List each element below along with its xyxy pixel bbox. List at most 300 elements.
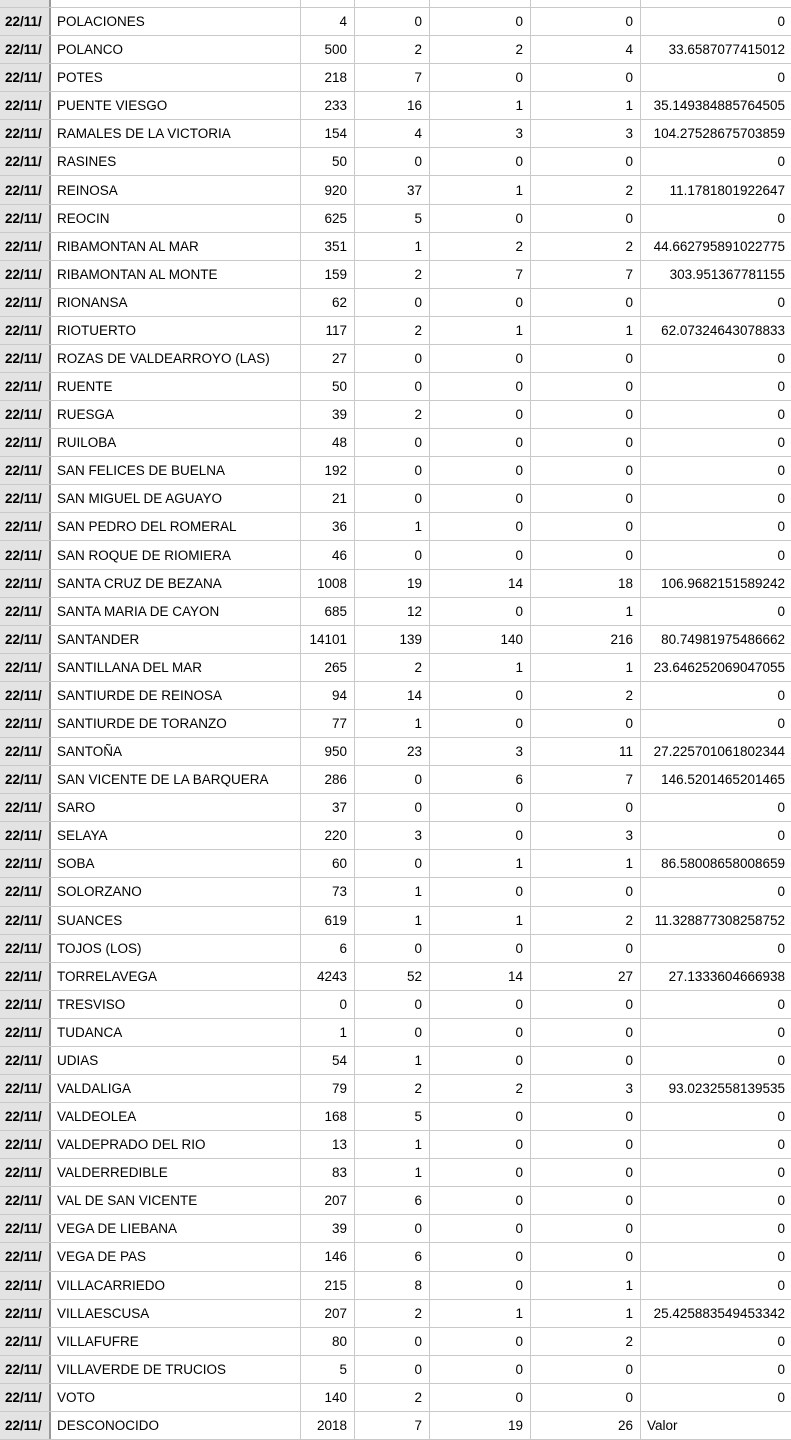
value-cell-2[interactable]: 2 xyxy=(355,654,430,681)
value-cell-3[interactable]: 3 xyxy=(430,738,531,765)
rate-cell[interactable]: 27.225701061802344 xyxy=(653,744,785,760)
rate-cell[interactable]: 0 xyxy=(777,1249,785,1265)
value-cell-3[interactable]: 2 xyxy=(430,36,531,63)
municipality-cell[interactable]: REINOSA xyxy=(51,176,301,203)
value-cell-2[interactable]: 7 xyxy=(355,1412,430,1439)
rate-cell[interactable]: 23.646252069047055 xyxy=(653,659,785,675)
row-date-cell[interactable]: 22/11/ xyxy=(0,598,51,625)
value-cell-2[interactable]: 14 xyxy=(355,682,430,709)
value-cell-4[interactable]: 0 xyxy=(531,1019,641,1046)
value-cell-3[interactable]: 0 xyxy=(430,1019,531,1046)
value-cell-2[interactable]: 5 xyxy=(355,205,430,232)
value-cell-3[interactable]: 0 xyxy=(430,1215,531,1242)
value-cell-2[interactable]: 0 xyxy=(355,345,430,372)
value-cell-3[interactable]: 2 xyxy=(430,1075,531,1102)
value-cell-3[interactable]: 0 xyxy=(430,541,531,568)
value-cell-1[interactable]: 54 xyxy=(301,1047,355,1074)
municipality-cell[interactable]: TOJOS (LOS) xyxy=(51,935,301,962)
municipality-cell[interactable]: SAN ROQUE DE RIOMIERA xyxy=(51,541,301,568)
row-date-cell[interactable]: 22/11/ xyxy=(0,654,51,681)
rate-cell[interactable]: 106.9682151589242 xyxy=(661,575,785,591)
value-cell-1[interactable]: 500 xyxy=(301,36,355,63)
value-cell-3[interactable]: 0 xyxy=(430,485,531,512)
value-cell-4[interactable]: 0 xyxy=(531,1215,641,1242)
row-date-cell[interactable]: 22/11/ xyxy=(0,233,51,260)
value-cell-1[interactable]: 62 xyxy=(301,289,355,316)
value-cell-1[interactable] xyxy=(301,0,355,7)
value-cell-1[interactable]: 207 xyxy=(301,1300,355,1327)
row-date-cell[interactable]: 22/11/ xyxy=(0,36,51,63)
value-cell-3[interactable]: 6 xyxy=(430,766,531,793)
rate-cell[interactable]: 104.27528675703859 xyxy=(653,126,785,142)
row-date-cell[interactable]: 22/11/ xyxy=(0,205,51,232)
municipality-cell[interactable]: RUENTE xyxy=(51,373,301,400)
value-cell-1[interactable]: 6 xyxy=(301,935,355,962)
municipality-cell[interactable]: SUANCES xyxy=(51,907,301,934)
value-cell-4[interactable]: 11 xyxy=(531,738,641,765)
row-date-cell[interactable]: 22/11/ xyxy=(0,1075,51,1102)
value-cell-4[interactable]: 0 xyxy=(531,1187,641,1214)
municipality-cell[interactable]: SAN FELICES DE BUELNA xyxy=(51,457,301,484)
municipality-cell[interactable]: SAN PEDRO DEL ROMERAL xyxy=(51,513,301,540)
value-cell-1[interactable]: 50 xyxy=(301,148,355,175)
value-cell-1[interactable]: 60 xyxy=(301,850,355,877)
value-cell-4[interactable]: 216 xyxy=(531,626,641,653)
row-date-cell[interactable]: 22/11/ xyxy=(0,485,51,512)
value-cell-4[interactable]: 0 xyxy=(531,205,641,232)
value-cell-4[interactable]: 0 xyxy=(531,1159,641,1186)
value-cell-1[interactable]: 39 xyxy=(301,1215,355,1242)
value-cell-3[interactable]: 0 xyxy=(430,513,531,540)
value-cell-1[interactable]: 159 xyxy=(301,261,355,288)
municipality-cell[interactable]: PUENTE VIESGO xyxy=(51,92,301,119)
value-cell-2[interactable] xyxy=(355,0,430,7)
value-cell-1[interactable]: 14101 xyxy=(301,626,355,653)
value-cell-1[interactable]: 36 xyxy=(301,513,355,540)
rate-cell[interactable]: 0 xyxy=(777,70,785,86)
value-cell-1[interactable]: 233 xyxy=(301,92,355,119)
value-cell-2[interactable]: 7 xyxy=(355,64,430,91)
value-cell-2[interactable]: 0 xyxy=(355,766,430,793)
value-cell-1[interactable]: 625 xyxy=(301,205,355,232)
value-cell-3[interactable]: 0 xyxy=(430,935,531,962)
municipality-cell[interactable]: VALDEOLEA xyxy=(51,1103,301,1130)
municipality-cell[interactable]: UDIAS xyxy=(51,1047,301,1074)
rate-cell[interactable]: 62.07324643078833 xyxy=(661,322,785,338)
value-cell-3[interactable]: 0 xyxy=(430,878,531,905)
value-cell-3[interactable]: 0 xyxy=(430,710,531,737)
value-cell-2[interactable]: 0 xyxy=(355,373,430,400)
municipality-cell[interactable]: RAMALES DE LA VICTORIA xyxy=(51,120,301,147)
rate-cell[interactable]: 93.0232558139535 xyxy=(668,1081,785,1096)
row-date-cell[interactable]: 22/11/ xyxy=(0,1019,51,1046)
value-cell-3[interactable]: 7 xyxy=(430,261,531,288)
rate-cell[interactable]: 11.1781801922647 xyxy=(669,182,785,198)
value-cell-4[interactable]: 0 xyxy=(531,878,641,905)
value-cell-1[interactable]: 94 xyxy=(301,682,355,709)
rate-cell[interactable]: 0 xyxy=(777,379,785,395)
value-cell-3[interactable]: 0 xyxy=(430,1243,531,1270)
row-date-cell[interactable]: 22/11/ xyxy=(0,261,51,288)
municipality-cell[interactable]: SANTANDER xyxy=(51,626,301,653)
municipality-cell[interactable]: SOLORZANO xyxy=(51,878,301,905)
row-date-cell[interactable]: 22/11/ xyxy=(0,822,51,849)
value-cell-2[interactable]: 1 xyxy=(355,1047,430,1074)
row-date-cell[interactable]: 22/11/ xyxy=(0,1243,51,1270)
value-cell-3[interactable]: 0 xyxy=(430,991,531,1018)
value-cell-1[interactable]: 351 xyxy=(301,233,355,260)
value-cell-1[interactable]: 48 xyxy=(301,429,355,456)
municipality-cell[interactable]: ROZAS DE VALDEARROYO (LAS) xyxy=(51,345,301,372)
municipality-cell[interactable]: RUESGA xyxy=(51,401,301,428)
row-date-cell[interactable]: 22/11/ xyxy=(0,289,51,316)
value-cell-4[interactable]: 2 xyxy=(531,907,641,934)
value-cell-2[interactable]: 2 xyxy=(355,401,430,428)
value-cell-3[interactable]: 14 xyxy=(430,570,531,597)
value-cell-3[interactable]: 0 xyxy=(430,598,531,625)
value-cell-2[interactable]: 19 xyxy=(355,570,430,597)
value-cell-4[interactable]: 0 xyxy=(531,64,641,91)
value-cell-3[interactable]: 0 xyxy=(430,1356,531,1383)
value-cell-4[interactable]: 3 xyxy=(531,1075,641,1102)
value-cell-4[interactable]: 2 xyxy=(531,682,641,709)
municipality-cell[interactable]: RUILOBA xyxy=(51,429,301,456)
value-cell-2[interactable]: 0 xyxy=(355,429,430,456)
value-cell-2[interactable]: 1 xyxy=(355,1159,430,1186)
value-cell-3[interactable]: 0 xyxy=(430,345,531,372)
municipality-cell[interactable]: SANTA MARIA DE CAYON xyxy=(51,598,301,625)
value-cell-2[interactable]: 12 xyxy=(355,598,430,625)
value-cell-2[interactable]: 2 xyxy=(355,1300,430,1327)
row-date-cell[interactable]: 22/11/ xyxy=(0,766,51,793)
value-cell-2[interactable]: 0 xyxy=(355,1215,430,1242)
municipality-cell[interactable]: RIBAMONTAN AL MAR xyxy=(51,233,301,260)
row-date-cell[interactable]: 22/11/ xyxy=(0,1412,51,1439)
value-cell-3[interactable] xyxy=(430,0,531,7)
municipality-cell[interactable]: VILLAVERDE DE TRUCIOS xyxy=(51,1356,301,1383)
value-cell-4[interactable]: 0 xyxy=(531,148,641,175)
rate-cell[interactable]: 0 xyxy=(777,519,785,535)
value-cell-1[interactable]: 207 xyxy=(301,1187,355,1214)
rate-cell[interactable]: 0 xyxy=(777,435,785,451)
value-cell-4[interactable]: 0 xyxy=(531,1131,641,1158)
value-cell-3[interactable]: 140 xyxy=(430,626,531,653)
value-cell-3[interactable]: 14 xyxy=(430,963,531,990)
municipality-cell[interactable]: SARO xyxy=(51,794,301,821)
row-date-cell[interactable]: 22/11/ xyxy=(0,92,51,119)
value-cell-1[interactable]: 21 xyxy=(301,485,355,512)
rate-cell[interactable] xyxy=(641,0,791,7)
municipality-cell[interactable]: RASINES xyxy=(51,148,301,175)
value-cell-1[interactable]: 73 xyxy=(301,878,355,905)
value-cell-1[interactable]: 4 xyxy=(301,8,355,35)
value-cell-1[interactable]: 286 xyxy=(301,766,355,793)
municipality-cell[interactable]: POTES xyxy=(51,64,301,91)
value-cell-4[interactable]: 0 xyxy=(531,289,641,316)
value-cell-1[interactable]: 27 xyxy=(301,345,355,372)
value-cell-3[interactable]: 3 xyxy=(430,120,531,147)
value-cell-3[interactable]: 0 xyxy=(430,1131,531,1158)
row-date-cell[interactable]: 22/11/ xyxy=(0,1300,51,1327)
value-cell-1[interactable]: 950 xyxy=(301,738,355,765)
value-cell-2[interactable]: 1 xyxy=(355,878,430,905)
rate-cell[interactable]: 0 xyxy=(777,1052,785,1068)
value-cell-4[interactable]: 1 xyxy=(531,1300,641,1327)
value-cell-3[interactable]: 0 xyxy=(430,289,531,316)
value-cell-3[interactable]: 0 xyxy=(430,1272,531,1299)
value-cell-1[interactable]: 215 xyxy=(301,1272,355,1299)
value-cell-3[interactable]: 2 xyxy=(430,233,531,260)
value-cell-1[interactable]: 2018 xyxy=(301,1412,355,1439)
value-cell-2[interactable]: 0 xyxy=(355,485,430,512)
value-cell-2[interactable]: 8 xyxy=(355,1272,430,1299)
rate-cell[interactable]: 0 xyxy=(777,1389,785,1405)
value-cell-1[interactable]: 37 xyxy=(301,794,355,821)
municipality-cell[interactable]: VILLAESCUSA xyxy=(51,1300,301,1327)
rate-cell[interactable]: 27.1333604666938 xyxy=(668,968,785,984)
value-cell-4[interactable]: 1 xyxy=(531,92,641,119)
value-cell-2[interactable]: 0 xyxy=(355,1356,430,1383)
row-date-cell[interactable]: 22/11/ xyxy=(0,429,51,456)
rate-cell[interactable]: 0 xyxy=(777,1221,785,1237)
rate-cell[interactable]: 0 xyxy=(777,350,785,366)
value-cell-4[interactable]: 1 xyxy=(531,654,641,681)
value-cell-3[interactable]: 0 xyxy=(430,429,531,456)
rate-cell[interactable]: 0 xyxy=(777,687,785,703)
value-cell-4[interactable]: 0 xyxy=(531,8,641,35)
value-cell-3[interactable]: 0 xyxy=(430,794,531,821)
value-cell-2[interactable]: 139 xyxy=(355,626,430,653)
value-cell-2[interactable]: 0 xyxy=(355,457,430,484)
municipality-cell[interactable]: RIBAMONTAN AL MONTE xyxy=(51,261,301,288)
value-cell-2[interactable]: 5 xyxy=(355,1103,430,1130)
row-date-cell[interactable]: 22/11/ xyxy=(0,541,51,568)
row-date-cell[interactable]: 22/11/ xyxy=(0,963,51,990)
municipality-cell[interactable]: VILLAFUFRE xyxy=(51,1328,301,1355)
value-cell-1[interactable]: 4243 xyxy=(301,963,355,990)
value-cell-4[interactable]: 0 xyxy=(531,345,641,372)
value-cell-1[interactable]: 920 xyxy=(301,176,355,203)
value-cell-2[interactable]: 2 xyxy=(355,1075,430,1102)
value-cell-4[interactable]: 0 xyxy=(531,794,641,821)
municipality-cell[interactable]: POLANCO xyxy=(51,36,301,63)
value-cell-1[interactable]: 46 xyxy=(301,541,355,568)
row-date-cell[interactable]: 22/11/ xyxy=(0,345,51,372)
municipality-cell[interactable]: VILLACARRIEDO xyxy=(51,1272,301,1299)
value-cell-1[interactable]: 192 xyxy=(301,457,355,484)
value-cell-4[interactable]: 0 xyxy=(531,1356,641,1383)
rate-cell[interactable]: 44.662795891022775 xyxy=(653,238,785,254)
row-date-cell[interactable]: 22/11/ xyxy=(0,1131,51,1158)
value-cell-4[interactable]: 0 xyxy=(531,429,641,456)
value-cell-2[interactable]: 0 xyxy=(355,1019,430,1046)
rate-cell[interactable]: 0 xyxy=(777,294,785,310)
value-cell-4[interactable]: 0 xyxy=(531,541,641,568)
rate-cell[interactable]: 0 xyxy=(777,800,785,816)
row-date-cell[interactable]: 22/11/ xyxy=(0,457,51,484)
value-cell-1[interactable]: 77 xyxy=(301,710,355,737)
value-cell-3[interactable]: 0 xyxy=(430,1047,531,1074)
municipality-cell[interactable]: SANTIURDE DE TORANZO xyxy=(51,710,301,737)
municipality-cell[interactable]: VEGA DE PAS xyxy=(51,1243,301,1270)
rate-cell[interactable]: 11.328877308258752 xyxy=(654,912,785,928)
row-date-cell[interactable]: 22/11/ xyxy=(0,570,51,597)
municipality-cell[interactable]: SANTA CRUZ DE BEZANA xyxy=(51,570,301,597)
value-cell-3[interactable]: 0 xyxy=(430,205,531,232)
value-cell-1[interactable]: 1008 xyxy=(301,570,355,597)
rate-cell[interactable]: 0 xyxy=(777,1109,785,1125)
municipality-cell[interactable]: DESCONOCIDO xyxy=(51,1412,301,1439)
value-cell-4[interactable]: 4 xyxy=(531,36,641,63)
rate-cell[interactable]: 80.74981975486662 xyxy=(661,631,785,647)
value-cell-1[interactable]: 83 xyxy=(301,1159,355,1186)
value-cell-2[interactable]: 2 xyxy=(355,317,430,344)
value-cell-4[interactable]: 1 xyxy=(531,850,641,877)
value-cell-3[interactable]: 0 xyxy=(430,148,531,175)
value-cell-2[interactable]: 0 xyxy=(355,794,430,821)
value-cell-1[interactable]: 1 xyxy=(301,1019,355,1046)
value-cell-1[interactable]: 117 xyxy=(301,317,355,344)
value-cell-1[interactable]: 13 xyxy=(301,1131,355,1158)
value-cell-4[interactable]: 1 xyxy=(531,317,641,344)
row-date-cell[interactable]: 22/11/ xyxy=(0,64,51,91)
rate-cell[interactable]: 0 xyxy=(777,996,785,1012)
value-cell-3[interactable]: 19 xyxy=(430,1412,531,1439)
value-cell-4[interactable]: 2 xyxy=(531,233,641,260)
rate-cell[interactable]: 0 xyxy=(777,491,785,507)
value-cell-4[interactable]: 2 xyxy=(531,176,641,203)
rate-cell[interactable]: 0 xyxy=(777,940,785,956)
value-cell-1[interactable]: 168 xyxy=(301,1103,355,1130)
value-cell-2[interactable]: 1 xyxy=(355,710,430,737)
value-cell-1[interactable]: 146 xyxy=(301,1243,355,1270)
rate-cell[interactable]: 0 xyxy=(777,1193,785,1209)
row-date-cell[interactable]: 22/11/ xyxy=(0,1328,51,1355)
rate-cell[interactable]: 0 xyxy=(777,1361,785,1377)
value-cell-4[interactable]: 0 xyxy=(531,935,641,962)
municipality-cell[interactable]: SOBA xyxy=(51,850,301,877)
municipality-cell[interactable]: SAN VICENTE DE LA BARQUERA xyxy=(51,766,301,793)
rate-cell[interactable]: 25.425883549453342 xyxy=(653,1305,785,1321)
value-cell-4[interactable]: 1 xyxy=(531,598,641,625)
value-cell-1[interactable]: 140 xyxy=(301,1384,355,1411)
value-cell-4[interactable]: 0 xyxy=(531,485,641,512)
value-cell-4[interactable]: 0 xyxy=(531,373,641,400)
value-cell-2[interactable]: 3 xyxy=(355,822,430,849)
value-cell-1[interactable]: 218 xyxy=(301,64,355,91)
value-cell-4[interactable]: 3 xyxy=(531,120,641,147)
value-cell-2[interactable]: 52 xyxy=(355,963,430,990)
row-date-cell[interactable]: 22/11/ xyxy=(0,373,51,400)
municipality-cell[interactable] xyxy=(51,0,301,7)
value-cell-3[interactable]: 1 xyxy=(430,317,531,344)
row-date-cell[interactable]: 22/11/ xyxy=(0,1187,51,1214)
row-date-cell[interactable]: 22/11/ xyxy=(0,710,51,737)
value-cell-2[interactable]: 23 xyxy=(355,738,430,765)
value-cell-3[interactable]: 0 xyxy=(430,1384,531,1411)
row-date-cell[interactable]: 22/11/ xyxy=(0,794,51,821)
rate-cell[interactable]: 0 xyxy=(777,884,785,900)
value-cell-2[interactable]: 0 xyxy=(355,8,430,35)
value-cell-2[interactable]: 16 xyxy=(355,92,430,119)
municipality-cell[interactable]: REOCIN xyxy=(51,205,301,232)
value-cell-3[interactable]: 0 xyxy=(430,822,531,849)
value-cell-2[interactable]: 1 xyxy=(355,513,430,540)
municipality-cell[interactable]: VOTO xyxy=(51,1384,301,1411)
rate-cell[interactable]: 0 xyxy=(777,407,785,423)
row-date-cell[interactable]: 22/11/ xyxy=(0,317,51,344)
row-date-cell[interactable]: 22/11/ xyxy=(0,682,51,709)
row-date-cell[interactable]: 22/11/ xyxy=(0,1384,51,1411)
value-cell-4[interactable]: 0 xyxy=(531,1103,641,1130)
value-cell-2[interactable]: 0 xyxy=(355,850,430,877)
municipality-cell[interactable]: POLACIONES xyxy=(51,8,301,35)
value-cell-2[interactable]: 0 xyxy=(355,289,430,316)
row-date-cell[interactable]: 22/11/ xyxy=(0,8,51,35)
value-cell-3[interactable]: 1 xyxy=(430,654,531,681)
row-date-cell[interactable]: 22/11/ xyxy=(0,1215,51,1242)
value-cell-1[interactable]: 220 xyxy=(301,822,355,849)
value-cell-1[interactable]: 154 xyxy=(301,120,355,147)
row-date-cell[interactable]: 22/11/ xyxy=(0,1103,51,1130)
value-cell-3[interactable]: 0 xyxy=(430,64,531,91)
value-cell-2[interactable]: 0 xyxy=(355,991,430,1018)
value-cell-1[interactable]: 50 xyxy=(301,373,355,400)
value-cell-2[interactable]: 6 xyxy=(355,1243,430,1270)
row-date-cell[interactable]: 22/11/ xyxy=(0,120,51,147)
value-cell-4[interactable] xyxy=(531,0,641,7)
row-date-cell[interactable]: 22/11/ xyxy=(0,878,51,905)
value-cell-3[interactable]: 0 xyxy=(430,1103,531,1130)
value-cell-3[interactable]: 1 xyxy=(430,907,531,934)
value-cell-2[interactable]: 2 xyxy=(355,36,430,63)
value-cell-4[interactable]: 0 xyxy=(531,991,641,1018)
rate-cell[interactable]: 0 xyxy=(777,1277,785,1293)
row-date-cell[interactable]: 22/11/ xyxy=(0,401,51,428)
value-cell-1[interactable]: 79 xyxy=(301,1075,355,1102)
rate-cell[interactable]: 0 xyxy=(777,715,785,731)
row-date-cell[interactable]: 22/11/ xyxy=(0,1047,51,1074)
municipality-cell[interactable]: SELAYA xyxy=(51,822,301,849)
rate-cell[interactable]: 0 xyxy=(777,463,785,479)
value-cell-2[interactable]: 1 xyxy=(355,907,430,934)
value-cell-1[interactable]: 265 xyxy=(301,654,355,681)
municipality-cell[interactable]: TORRELAVEGA xyxy=(51,963,301,990)
value-cell-1[interactable]: 80 xyxy=(301,1328,355,1355)
value-cell-4[interactable]: 0 xyxy=(531,401,641,428)
value-cell-4[interactable]: 27 xyxy=(531,963,641,990)
value-cell-2[interactable]: 37 xyxy=(355,176,430,203)
value-cell-2[interactable]: 0 xyxy=(355,148,430,175)
row-date-cell[interactable]: 22/11/ xyxy=(0,738,51,765)
rate-cell[interactable]: 0 xyxy=(777,1137,785,1153)
value-cell-1[interactable]: 685 xyxy=(301,598,355,625)
municipality-cell[interactable]: RIOTUERTO xyxy=(51,317,301,344)
row-date-cell[interactable]: 22/11/ xyxy=(0,176,51,203)
rate-cell[interactable]: 86.58008658008659 xyxy=(661,856,785,872)
rate-cell[interactable]: 0 xyxy=(777,154,785,170)
municipality-cell[interactable]: SANTILLANA DEL MAR xyxy=(51,654,301,681)
value-cell-3[interactable]: 0 xyxy=(430,401,531,428)
value-cell-4[interactable]: 0 xyxy=(531,1047,641,1074)
row-date-cell[interactable]: 22/11/ xyxy=(0,1159,51,1186)
rate-cell[interactable]: 33.6587077415012 xyxy=(668,42,785,58)
value-cell-4[interactable]: 7 xyxy=(531,766,641,793)
row-date-cell[interactable]: 22/11/ xyxy=(0,626,51,653)
value-cell-1[interactable]: 619 xyxy=(301,907,355,934)
value-cell-4[interactable]: 0 xyxy=(531,1243,641,1270)
row-date-cell[interactable] xyxy=(0,0,51,7)
